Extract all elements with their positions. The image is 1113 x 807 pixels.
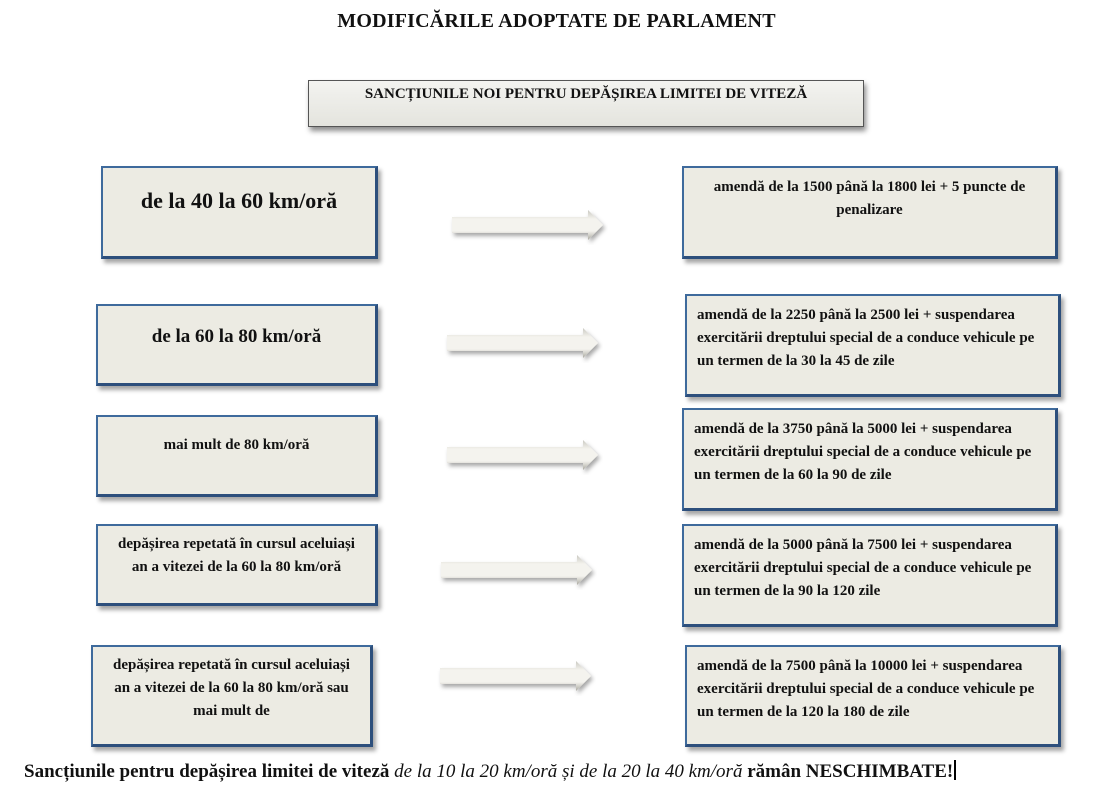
arrow-right-icon	[443, 435, 603, 475]
footer-lead: Sancțiunile pentru depășirea limitei de viteză	[24, 761, 395, 782]
sanction-box	[682, 524, 1058, 627]
page-title: MODIFICĂRILE ADOPTATE DE PARLAMENT	[337, 10, 776, 32]
condition-box	[91, 645, 373, 747]
text-cursor	[954, 760, 956, 780]
sanction-text: amendă de la 2250 până la 2500 lei + suspendarea exercitării dreptului special de a conduce vehicule pe un termen de la 30 la 45 de zile	[697, 307, 1035, 369]
arrow-right-icon	[437, 550, 597, 590]
sanction-box	[685, 645, 1061, 747]
condition-text: depășirea repetată în cursul aceluiași an a vitezei de la 60 la 80 km/oră	[118, 536, 355, 575]
condition-box	[101, 166, 378, 259]
condition-text: de la 60 la 80 km/oră	[151, 326, 322, 347]
sanction-text: amendă de la 5000 până la 7500 lei + suspendarea exercitării dreptului special de a conduce vehicule pe un termen de la 90 la 120 zile	[694, 537, 1032, 599]
sanction-box	[682, 166, 1058, 259]
sanction-text: amendă de la 1500 până la 1800 lei + 5 puncte de penalizare	[713, 179, 1026, 218]
sanction-text: amendă de la 3750 până la 5000 lei + suspendarea exercitării dreptului special de a conduce vehicule pe un termen de la 60 la 90 de zile	[694, 421, 1032, 483]
footer-note	[24, 760, 956, 783]
footer-tail: rămân NESCHIMBATE!	[742, 761, 954, 782]
arrow-right-icon	[443, 323, 603, 363]
condition-box	[96, 415, 378, 497]
arrow-right-icon	[448, 205, 608, 245]
section-header: SANCȚIUNILE NOI PENTRU DEPĂȘIREA LIMITEI DE VITEZĂ	[308, 80, 864, 127]
condition-text: de la 40 la 60 km/oră	[140, 188, 338, 213]
arrow-right-icon	[436, 656, 596, 696]
condition-box	[96, 524, 378, 606]
footer-italic: de la 10 la 20 km/oră și de la 20 la 40 km/oră	[394, 761, 743, 782]
sanction-box	[682, 408, 1058, 511]
condition-text: depășirea repetată în cursul aceluiași an a vitezei de la 60 la 80 km/oră sau mai mult de	[113, 657, 350, 719]
condition-box	[96, 304, 378, 386]
sanction-box	[685, 294, 1061, 397]
condition-text: mai mult de 80 km/oră	[163, 437, 310, 453]
sanction-text: amendă de la 7500 până la 10000 lei + suspendarea exercitării dreptului special de a conduce vehicule pe un termen de la 120 la 180 de zile	[697, 658, 1035, 720]
